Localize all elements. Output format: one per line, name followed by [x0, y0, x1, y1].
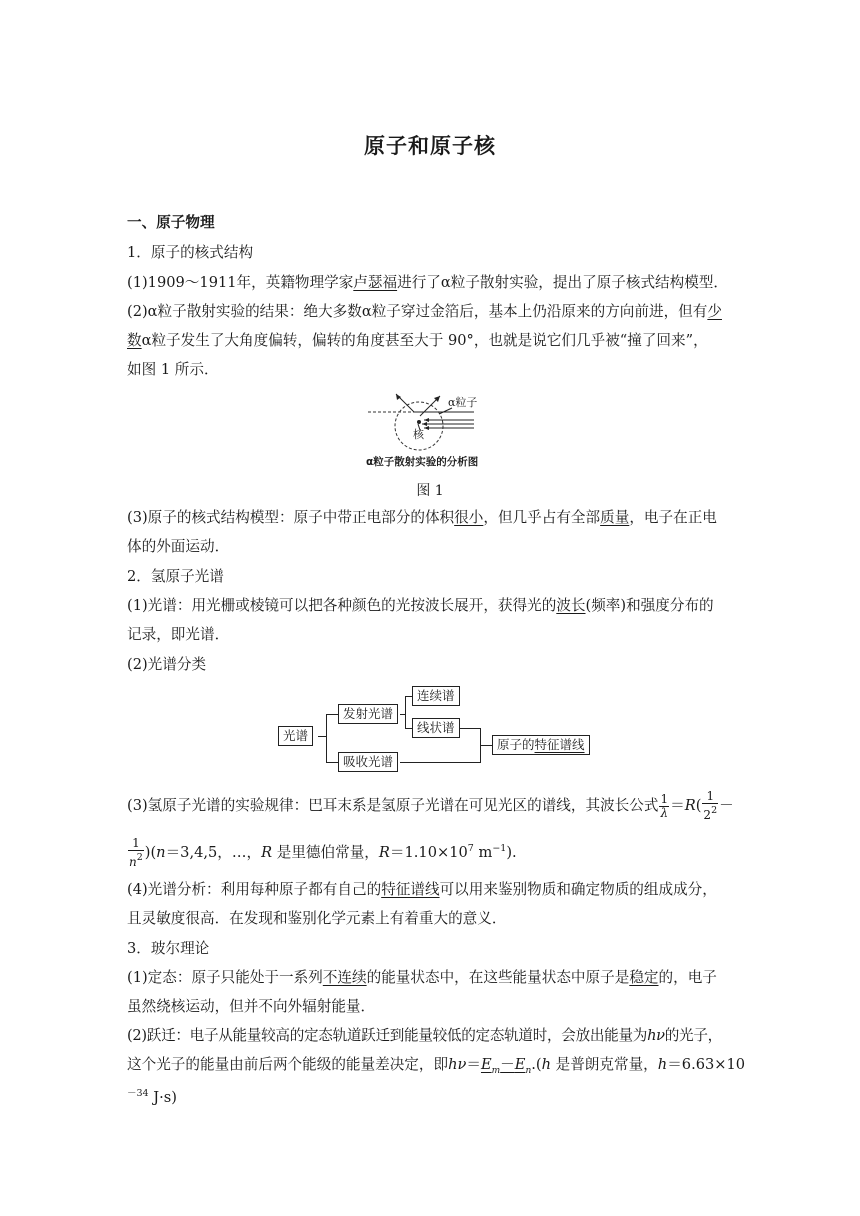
underlined-term: 数 [127, 332, 142, 349]
subsection-heading: 1．原子的核式结构 [127, 244, 254, 261]
text: n [129, 855, 137, 869]
underlined-term: 特征谱线 [381, 881, 440, 898]
numerator: 1 [128, 837, 144, 851]
text: 这个光子的能量由前后两个能级的能量差决定，即 [127, 1056, 449, 1073]
symbol: E [480, 1056, 492, 1073]
paragraph-continued [127, 1055, 745, 1081]
text: ＝6.63×10 [667, 1056, 746, 1073]
paragraph: (2)光谱分类 [127, 656, 207, 673]
text: ，电子在正电 [629, 509, 717, 526]
spectrum-classification-diagram [278, 684, 598, 776]
underlined-term: 稳定 [629, 969, 659, 986]
paragraph-continued [127, 1084, 177, 1108]
text: (4)光谱分析：利用每种原子都有自己的 [127, 881, 382, 898]
section-heading: 一、原子物理 [127, 214, 215, 231]
text: 的，电子 [658, 969, 717, 986]
paragraph-continued: 记录，即光谱． [127, 626, 230, 643]
text: (3)氢原子光谱的实验规律：巴耳末系是氢原子光谱在可见光区的谱线，其波长公式 [127, 797, 659, 814]
symbol: hν [448, 1056, 467, 1073]
alpha-scattering-figure [364, 386, 496, 468]
text: 2 [703, 808, 712, 822]
node-emission: 发射光谱 [338, 704, 398, 724]
text: (2)跃迁：电子从能量较高的定态轨道跃迁到能量较低的定态轨道时，会放出能量为 [127, 1027, 648, 1044]
text: ＝1.10×10 [389, 844, 468, 861]
numerator: 1 [702, 790, 718, 804]
text: 进行了α粒子散射实验，提出了原子核式结构模型． [397, 274, 729, 291]
text: (3)原子的核式结构模型：原子中带正电部分的体积 [127, 509, 455, 526]
text: 的能量状态中，在这些能量状态中原子是 [366, 969, 630, 986]
paragraph [127, 273, 728, 293]
text: .( [531, 1056, 542, 1073]
connector [400, 762, 480, 763]
paragraph-continued: 虽然绕核运动，但并不向外辐射能量． [127, 998, 376, 1015]
connector [405, 696, 412, 697]
paragraph-continued: 如图 1 所示． [127, 361, 219, 378]
superscript: 7 [467, 843, 474, 854]
connector [326, 762, 338, 763]
connector [326, 714, 338, 715]
paragraph [127, 1026, 722, 1046]
symbol: n [156, 844, 166, 861]
connector [318, 736, 326, 737]
text: (1)定态：原子只能处于一系列 [127, 969, 323, 986]
nucleus-label: 核 [413, 428, 424, 441]
text: 是里德伯常量， [272, 844, 379, 861]
paragraph [127, 880, 717, 900]
text: ＝ [670, 797, 685, 814]
underlined-term: 卢瑟福 [353, 274, 398, 291]
figure-inner-caption: α粒子散射实验的分析图 [366, 456, 479, 468]
subsection-heading: 3．玻尔理论 [127, 940, 210, 957]
text: (2)α粒子散射实验的结果：绝大多数α粒子穿过金箔后，基本上仍沿原来的方向前进，但有 [127, 303, 708, 320]
paragraph-continued [127, 836, 517, 869]
text: (1)1909～1911年，英籍物理学家 [127, 274, 354, 291]
subsection-heading: 2．氢原子光谱 [127, 568, 224, 585]
paragraph [127, 790, 734, 822]
text: ). [506, 844, 517, 861]
subscript: m [491, 1065, 501, 1076]
text: )( [144, 844, 157, 861]
connector [405, 696, 406, 729]
superscript: 2 [136, 852, 143, 863]
text: 是普朗克常量， [550, 1056, 658, 1073]
text: ＝3,4,5，…， [165, 844, 262, 861]
text: (1)光谱：用光栅或棱镜可以把各种颜色的光按波长展开，获得光的 [127, 597, 557, 614]
fraction [128, 837, 144, 869]
figure-caption: 图 1 [416, 483, 444, 499]
symbol: h [657, 1056, 668, 1073]
underlined-term: 波长 [556, 597, 586, 614]
superscript: －34 [127, 1088, 149, 1099]
symbol: R [684, 797, 696, 814]
text: m [473, 844, 493, 861]
denominator [128, 851, 144, 869]
node-line: 线状谱 [412, 718, 460, 738]
underlined-term: 很小 [454, 509, 484, 526]
superscript: 2 [711, 805, 718, 816]
symbol: E [514, 1056, 526, 1073]
text: 的光子， [664, 1027, 722, 1044]
alpha-label: α粒子 [448, 396, 478, 409]
text: 可以用来鉴别物质和确定物质的组成成分， [439, 881, 717, 898]
paragraph [127, 968, 717, 988]
symbol: R [261, 844, 273, 861]
underlined-term [480, 1056, 532, 1076]
text: α粒子发生了大角度偏转，偏转的角度甚至大于 90°，也就是说它们几乎被“撞了回来”， [141, 332, 708, 349]
text: － [500, 1056, 515, 1073]
text: 原子的 [497, 737, 535, 752]
fraction [659, 793, 669, 820]
text: ，但几乎占有全部 [483, 509, 601, 526]
symbol: R [378, 844, 390, 861]
subscript: n [525, 1065, 532, 1076]
text: J·s) [148, 1089, 177, 1106]
underlined-term: 特征谱线 [534, 737, 585, 752]
symbol: h [541, 1056, 551, 1073]
paragraph [127, 302, 722, 322]
page-title: 原子和原子核 [364, 134, 496, 158]
connector [326, 714, 327, 763]
fraction [702, 790, 718, 822]
text: ( [695, 797, 702, 814]
text: ＝ [466, 1056, 481, 1073]
text: － [719, 797, 734, 814]
paragraph [127, 508, 717, 528]
superscript: −1 [492, 843, 507, 854]
denominator: λ [660, 805, 669, 820]
node-spectrum: 光谱 [278, 726, 313, 746]
text: (频率)和强度分布的 [585, 597, 714, 614]
paragraph-continued: 且灵敏度很高．在发现和鉴别化学元素上有着重大的意义． [127, 910, 507, 927]
underlined-term: 质量 [600, 509, 630, 526]
node-absorption: 吸收光谱 [338, 752, 398, 772]
connector [480, 745, 492, 746]
denominator [702, 804, 718, 822]
symbol: hν [647, 1027, 665, 1044]
underlined-term: 不连续 [322, 969, 367, 986]
node-characteristic [492, 735, 590, 755]
paragraph-continued [127, 331, 708, 351]
paragraph-continued: 体的外面运动． [127, 538, 230, 555]
underlined-term: 少 [707, 303, 722, 320]
node-continuous: 连续谱 [412, 686, 460, 706]
connector [405, 728, 412, 729]
numerator: 1 [660, 791, 669, 806]
connector [460, 728, 480, 729]
paragraph [127, 596, 714, 616]
